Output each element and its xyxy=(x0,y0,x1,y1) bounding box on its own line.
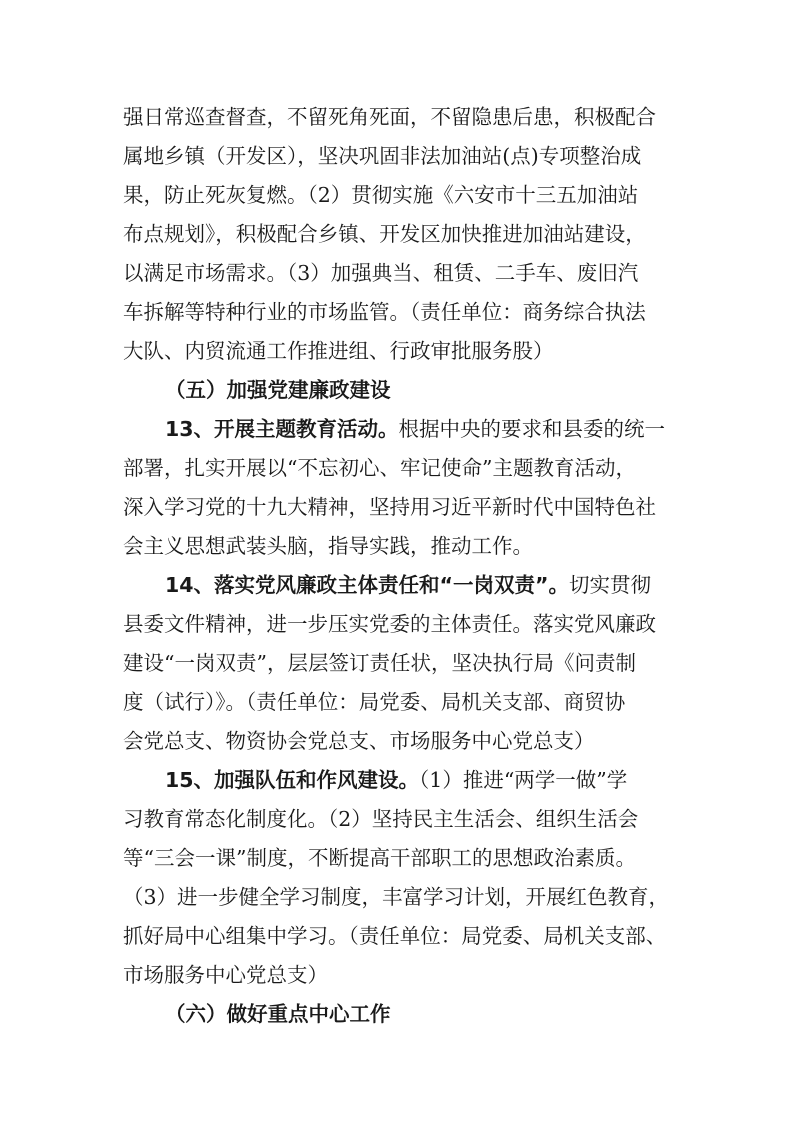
item-title: 15、加强队伍和作风建设。 xyxy=(165,768,420,792)
text-line: 县委文件精神，进一步压实党委的主体责任。落实党风廉政 xyxy=(123,612,656,636)
item-first-line xyxy=(0,761,793,799)
text-line: 建设“一岗双责”，层层签订责任状，坚决执行局《问责制 xyxy=(123,651,636,675)
item-first-line xyxy=(0,566,793,604)
text-line: 强日常巡查督查，不留死角死面，不留隐患后患，积极配合 xyxy=(123,105,656,129)
item-title: 14、落实党风廉政主体责任和“一岗双责”。 xyxy=(165,573,569,597)
text-line: 等“三会一课”制度，不断提高干部职工的思想政治素质。 xyxy=(123,846,636,870)
text-line: 抓好局中心组集中学习。（责任单位：局党委、局机关支部、 xyxy=(123,924,667,948)
text-line: 大队、内贸流通工作推进组、行政审批服务股） xyxy=(123,339,554,363)
text-line: 会主义思想武装头脑，指导实践，推动工作。 xyxy=(123,534,533,558)
text-line: 习教育常态化制度化。（2）坚持民主生活会、组织生活会 xyxy=(123,807,639,831)
text-line: （3）进一步健全学习制度，丰富学习计划，开展红色教育， xyxy=(123,885,670,909)
text-line: 会党总支、物资协会党总支、市场服务中心党总支） xyxy=(123,729,595,753)
text-line: 市场服务中心党总支） xyxy=(123,963,328,987)
item-text: （1）推进“两学一做”学 xyxy=(419,768,628,792)
text-line: 深入学习党的十九大精神，坚持用习近平新时代中国特色社 xyxy=(123,495,656,519)
item-text: 切实贯彻 xyxy=(568,573,651,597)
text-line: 度（试行）》。（责任单位：局党委、局机关支部、商贸协 xyxy=(123,690,626,714)
text-line: 以满足市场需求。（3）加强典当、租赁、二手车、废旧汽 xyxy=(123,261,639,285)
text-line: 果，防止死灰复燃。（2）贯彻实施《六安市十三五加油站 xyxy=(123,183,639,207)
item-text: 根据中央的要求和县委的统一 xyxy=(398,417,666,441)
section-heading-5: （五）加强党建廉政建设 xyxy=(165,378,391,402)
text-line: 属地乡镇（开发区），坚决巩固非法加油站(点)专项整治成 xyxy=(123,144,642,168)
section-heading-6: （六）做好重点中心工作 xyxy=(165,1002,391,1026)
item-title: 13、开展主题教育活动。 xyxy=(165,417,399,441)
text-line: 部署，扎实开展以“不忘初心、牢记使命”主题教育活动， xyxy=(123,456,636,480)
text-line: 车拆解等特种行业的市场监管。（责任单位：商务综合执法 xyxy=(123,300,646,324)
item-first-line xyxy=(0,410,793,448)
text-line: 布点规划》，积极配合乡镇、开发区加快推进加油站建设， xyxy=(123,222,646,246)
